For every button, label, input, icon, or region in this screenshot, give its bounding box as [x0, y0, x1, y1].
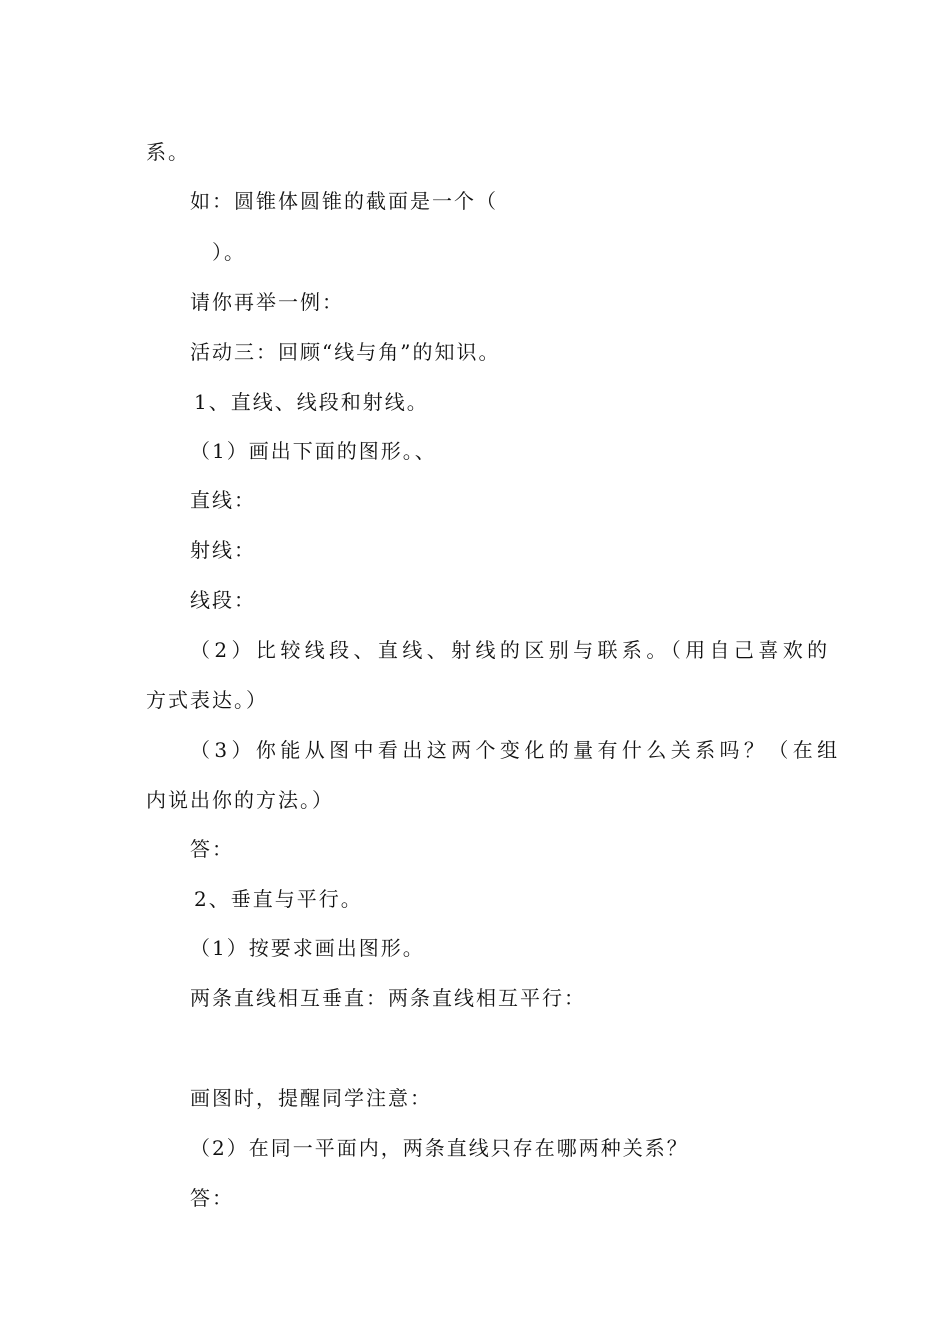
text-line: 答： [190, 1186, 234, 1210]
text-line: （2）比较线段、直线、射线的区别与联系。（用自己喜欢的 [190, 638, 832, 662]
text-line: 方式表达。） [146, 688, 268, 712]
text-line: 线段： [190, 588, 256, 612]
text-line: 如：圆锥体圆锥的截面是一个（ [190, 189, 498, 213]
text-line: 请你再举一例： [190, 290, 344, 314]
text-line: 两条直线相互垂直：两条直线相互平行： [190, 986, 586, 1010]
text-line: 直线： [190, 488, 256, 512]
text-line: 画图时，提醒同学注意： [190, 1086, 432, 1110]
text-line: 答： [190, 837, 234, 861]
text-line: 2、垂直与平行。 [194, 887, 363, 911]
text-line: 活动三：回顾“线与角”的知识。 [190, 340, 501, 364]
text-line: ）。 [212, 240, 246, 264]
text-line: 系。 [146, 140, 190, 164]
text-line: （1）画出下面的图形。、 [190, 439, 437, 463]
text-line: 射线： [190, 538, 256, 562]
text-line: （3）你能从图中看出这两个变化的量有什么关系吗？（在组 [190, 738, 842, 762]
text-line: （2）在同一平面内，两条直线只存在哪两种关系？ [190, 1136, 689, 1160]
text-line: （1）按要求画出图形。 [190, 936, 425, 960]
text-line: 内说出你的方法。） [146, 788, 334, 812]
text-line: 1、直线、线段和射线。 [194, 390, 429, 414]
